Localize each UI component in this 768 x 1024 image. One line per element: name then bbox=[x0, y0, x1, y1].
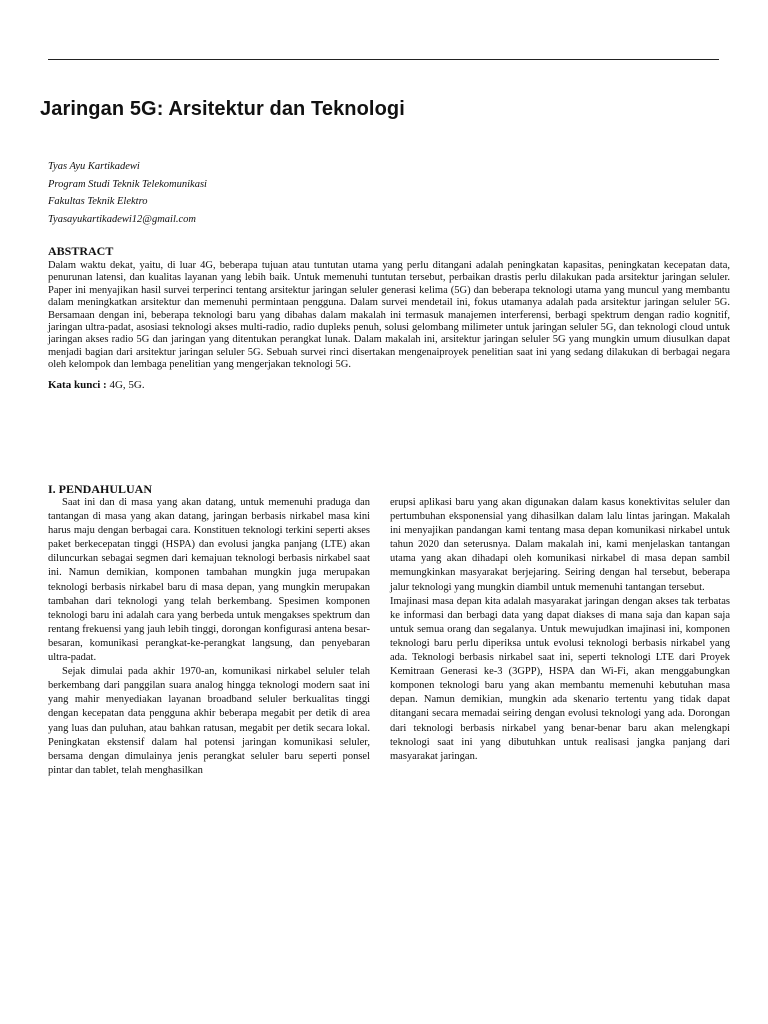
paper-title: Jaringan 5G: Arsitektur dan Teknologi bbox=[40, 98, 405, 120]
author-block bbox=[48, 158, 207, 228]
keywords bbox=[48, 378, 730, 392]
right-column bbox=[390, 496, 730, 764]
section-heading-introduction: I. PENDAHULUAN bbox=[48, 482, 153, 496]
paragraph: Imajinasi masa depan kita adalah masyarakat jaringan dengan akses tak terbatas ke informasi dan berbagi data yang dapat diakses di mana saja dan kapan saja untuk semua orang dan segalanya. Untuk mewujudkan imajinasi ini, komponen teknologi baru perlu diperiksa untuk evolusi teknologi berbasis nirkabel yang ada. Teknologi berbasis nirkabel saat ini, seperti teknologi LTE dari Proyek Kemitraan Generasi ke-3 (3GPP), HSPA dan Wi-Fi, akan menggabungkan komponen teknologi baru yang akan membantu memenuhi kebutuhan masa depan. Namun demikian, mungkin ada skenario tertentu yang tidak dapat ditangani secara memadai seiring dengan evolusi teknologi yang ada. Dorongan dari teknologi berbasis nirkabel yang benar-benar baru akan melengkapi teknologi saat ini yang dibutuhkan untuk realisasi jangka panjang dari masyarakat jaringan. bbox=[390, 595, 730, 762]
author-name: Tyas Ayu Kartikadewi bbox=[48, 161, 140, 172]
author-faculty: Fakultas Teknik Elektro bbox=[48, 196, 148, 207]
author-department: Program Studi Teknik Telekomunikasi bbox=[48, 178, 207, 190]
abstract-body: Dalam waktu dekat, yaitu, di luar 4G, beberapa tujuan atau tuntutan utama yang perlu ditangani adalah peningkatan kapasitas, peningkatan kecepatan data, penurunan latensi, dan kualitas layanan yang lebih baik. Untuk memenuhi tuntutan tersebut, perbaikan drastis perlu dilakukan pada arsitektur jaringan seluler. Paper ini menyajikan hasil survei terperinci tentang arsitektur jaringan seluler generasi kelima (5G) dan beberapa teknologi utama yang muncul yang membantu dalam meningkatkan arsitektur dan memenuhi permintaan pengguna. Dalam survei mendetail ini, fokus utamanya adalah pada arsitektur jaringan seluler 5G. Bersamaan dengan ini, beberapa teknologi baru yang dibahas dalam makalah ini termasuk manajemen interferensi, berbagi spektrum dengan radio kognitif, jaringan ultra-padat, asosiasi teknologi akses multi-radio, radio dupleks penuh, solusi gelombang milimeter untuk jaringan seluler 5G, dan teknologi cloud untuk jaringan akses radio 5G dan jaringan yang ditentukan perangkat lunak. Dalam makalah ini, arsitektur jaringan seluler 5G yang mungkin umum diusulkan dapat menjadi bagian dari arsitektur jaringan seluler 5G. Sebuah survei rinci disertakan mengenaiproyek penelitian saat ini yang sedang dilakukan di berbagai negara oleh kelompok dan lembaga penelitian yang mengerjakan teknologi 5G. bbox=[48, 260, 730, 371]
abstract-heading: ABSTRACT bbox=[48, 244, 114, 258]
left-column bbox=[48, 496, 370, 778]
abstract-section bbox=[48, 244, 730, 392]
header-rule bbox=[48, 59, 719, 60]
paragraph: Saat ini dan di masa yang akan datang, untuk memenuhi praduga dan tantangan di masa yang akan datang, jaringan berbasis nirkabel masa kini harus maju dengan berbagai cara. Konstituen teknologi terkini seperti akses paket berkecepatan tinggi (HSPA) dan evolusi jangka panjang (LTE) akan diluncurkan sebagai segmen dari kemajuan teknologi berbasis nirkabel saat ini. Namun demikian, komponen tambahan mungkin juga merupakan teknologi berbasis nirkabel baru di masa depan, yang mungkin merupakan tambahan dari teknologi yang telah berkembang. Spesimen komponen teknologi baru ini adalah cara yang berbeda untuk mengakses spektrum dan rentang frekuensi yang jauh lebih tinggi, dorongan konfigurasi antena besar-besaran, komunikasi perangkat-ke-perangkat langsung, dan penyebaran ultra-padat. bbox=[48, 497, 370, 664]
paragraph: Sejak dimulai pada akhir 1970-an, komunikasi nirkabel seluler telah berkembang dari panggilan suara analog hingga teknologi modern saat ini yang mahir menyediakan layanan broadband seluler berkualitas tinggi dengan kecepatan data pengguna akhir beberapa megabit per detik di area yang luas dan puluhan, atau bahkan ratusan, megabit per detik secara lokal. Peningkatan ekstensif dalam hal potensi jaringan komunikasi seluler, bersama dengan dimulainya jenis perangkat seluler baru seperti ponsel pintar dan tablet, telah menghasilkan bbox=[48, 666, 370, 776]
keywords-value: 4G, 5G. bbox=[106, 378, 145, 391]
paragraph: erupsi aplikasi baru yang akan digunakan dalam kasus konektivitas seluler dan pertumbuhan eksponensial yang dihasilkan dalam lalu lintas jaringan. Makalah ini menyajikan pandangan kami tentang masa depan komunikasi nirkabel untuk tahun 2020 dan seterusnya. Dalam makalah ini, kami menjelaskan tantangan utama yang akan dihadapi oleh komunikasi nirkabel di masa depan sambil memungkinkan masyarakat berjejaring. Seiring dengan hal tersebut, beberapa jalur teknologi yang mungkin diambil untuk memenuhi tantangan tersebut. bbox=[390, 497, 730, 593]
keywords-label: Kata kunci : bbox=[48, 378, 107, 391]
author-email: Tyasayukartikadewi12@gmail.com bbox=[48, 213, 196, 225]
